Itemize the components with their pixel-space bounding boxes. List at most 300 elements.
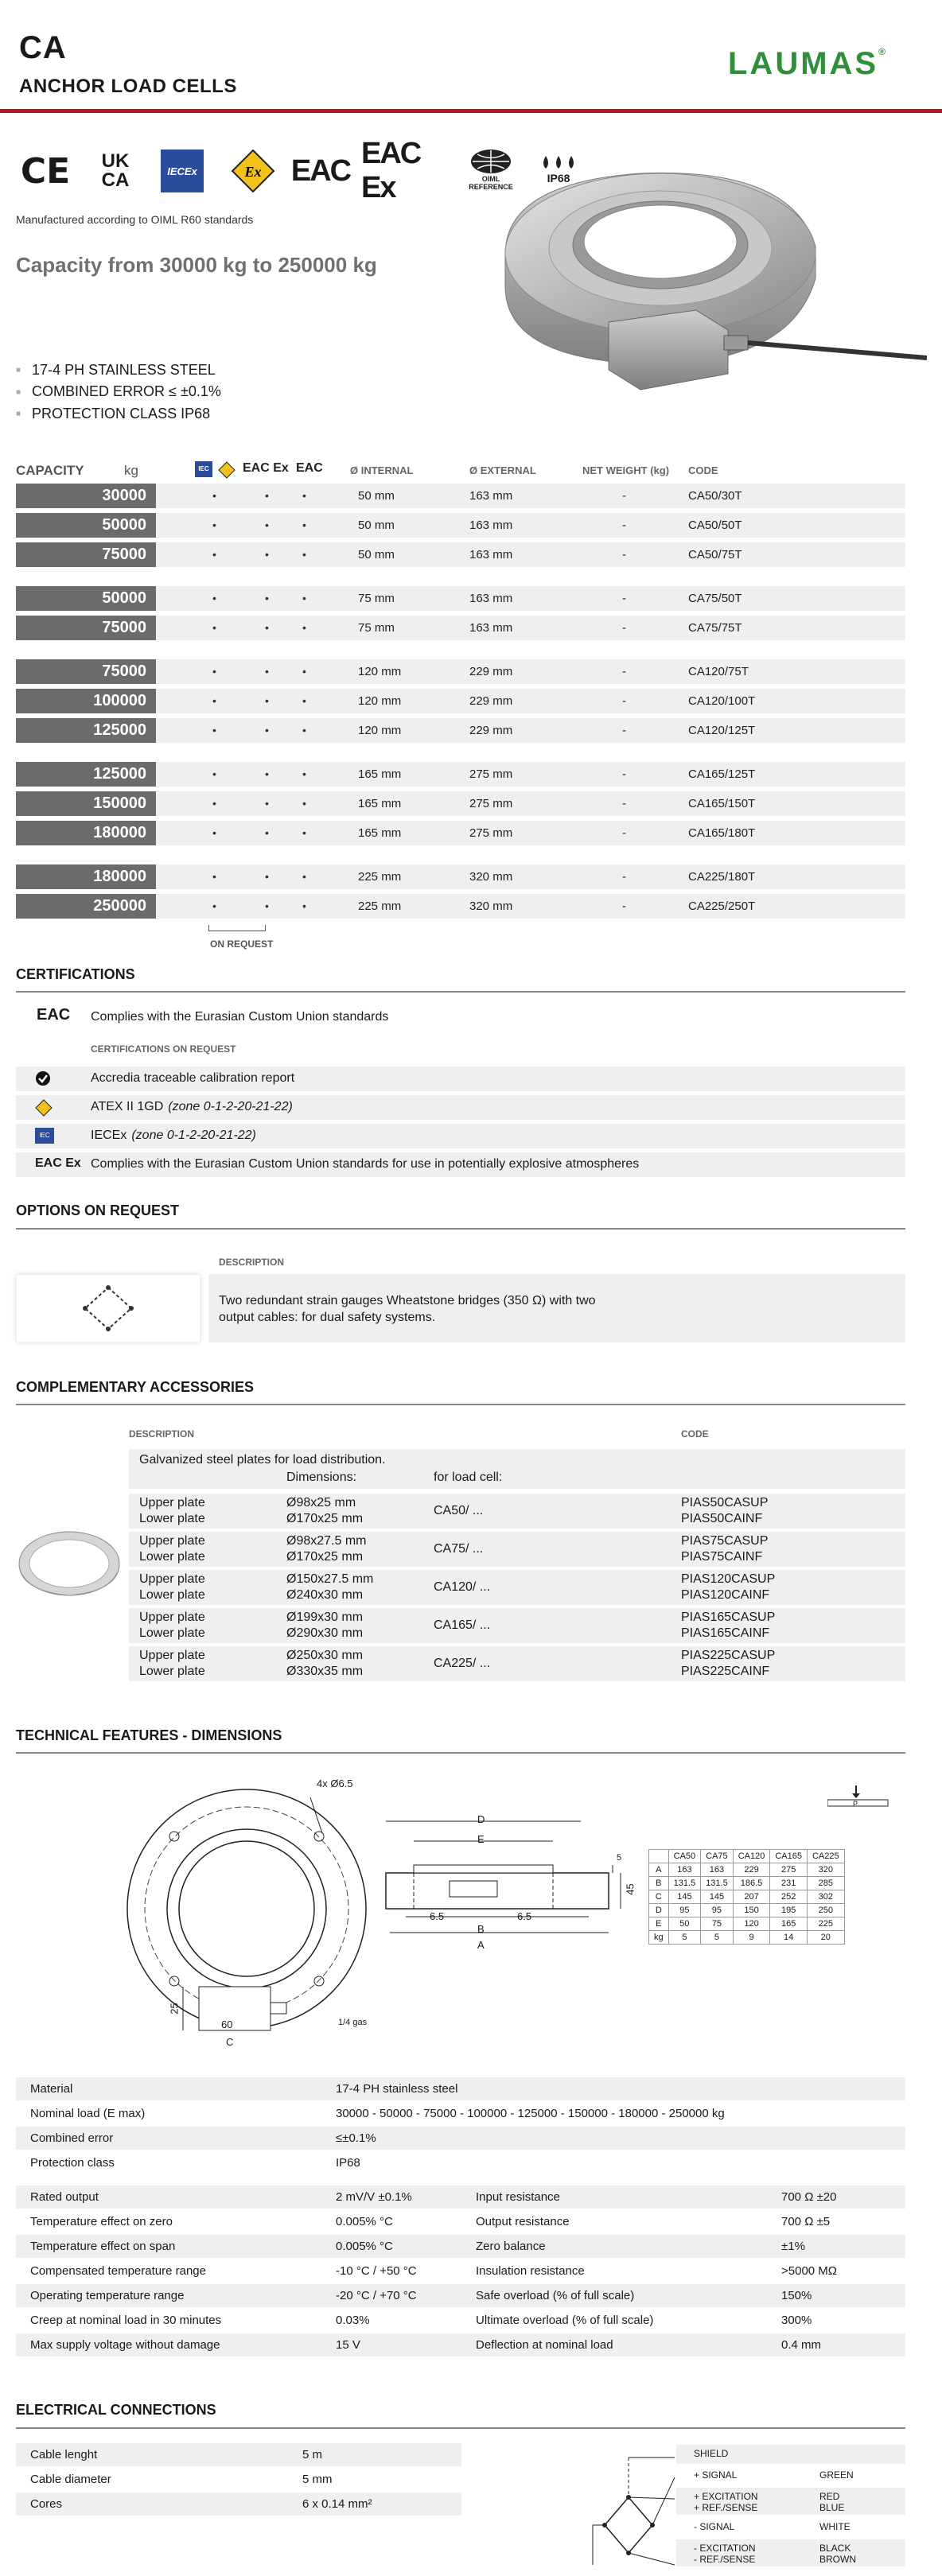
availability-dot: • [212, 665, 216, 678]
spec-row [461, 2235, 905, 2258]
dim-col-header: CA165 [770, 1850, 808, 1863]
spec-row [16, 2186, 461, 2209]
dim-cell: E [649, 1917, 669, 1931]
iecex-mark-icon: IECEx [161, 150, 204, 192]
availability-dot: • [265, 548, 269, 561]
model-code: CA75/75T [688, 621, 742, 635]
availability-dot: • [302, 767, 306, 780]
availability-dot: • [212, 899, 216, 912]
net-weight: - [622, 592, 626, 605]
availability-dot: • [212, 519, 216, 531]
dim-cell: 95 [668, 1904, 701, 1917]
external-diameter: 275 mm [469, 826, 513, 840]
section-rule [16, 991, 905, 993]
wire-signal: - SIGNAL [694, 2521, 735, 2532]
dim-col-header: CA75 [701, 1850, 734, 1863]
dim-cell: 225 [807, 1917, 844, 1931]
spec-row [16, 2333, 461, 2356]
model-code: CA50/75T [688, 548, 742, 561]
net-weight: - [622, 694, 626, 708]
spec-label: Combined error [30, 2131, 114, 2145]
capacity-value: 180000 [16, 821, 156, 845]
section-rule [16, 1752, 905, 1754]
on-request-label: ON REQUEST [210, 938, 274, 950]
external-diameter: 163 mm [469, 489, 513, 503]
dim-row [649, 1904, 845, 1917]
net-weight: - [622, 826, 626, 840]
spec-label: Insulation resistance [476, 2264, 585, 2278]
lower-label: Lower plate [139, 1665, 205, 1678]
availability-dot: • [265, 621, 269, 634]
lower-code: PIAS50CAINF [681, 1512, 763, 1525]
spec-label: Rated output [30, 2190, 99, 2204]
lower-code: PIAS75CAINF [681, 1550, 763, 1564]
eac-col-icon: EAC [296, 461, 323, 475]
product-image [497, 159, 927, 433]
dim-col-header: CA120 [733, 1850, 770, 1863]
net-weight: - [622, 899, 626, 913]
spec-value: ±1% [781, 2240, 805, 2253]
dim-cell: 207 [733, 1890, 770, 1904]
lower-label: Lower plate [139, 1588, 205, 1602]
spec-value: 15 V [336, 2338, 360, 2352]
capacity-value: 50000 [16, 586, 156, 611]
header-rule [0, 109, 942, 113]
capacity-row [16, 894, 905, 919]
internal-diameter: 50 mm [358, 548, 395, 561]
spec-value: IP68 [336, 2156, 360, 2170]
dim-cell: 250 [807, 1904, 844, 1917]
internal-diameter: 225 mm [358, 870, 402, 884]
dim-cell: kg [649, 1931, 669, 1945]
external-diameter: 163 mm [469, 519, 513, 532]
availability-dot: • [212, 694, 216, 707]
availability-dot: • [212, 797, 216, 810]
wire-color: BROWN [819, 2554, 856, 2565]
net-weight: - [622, 724, 626, 737]
wire-signal: + EXCITATION [694, 2491, 758, 2502]
capacity-row [16, 864, 905, 889]
model-code: CA165/180T [688, 826, 756, 840]
availability-dot: • [302, 592, 306, 604]
availability-dot: • [265, 870, 269, 883]
bridge-icon [16, 1274, 200, 1342]
availability-dot: • [302, 870, 306, 883]
capacity-row [16, 484, 905, 508]
spec-row [16, 2210, 461, 2233]
cable-row [16, 2443, 461, 2466]
atex-col-icon [218, 461, 236, 481]
net-weight: - [622, 489, 626, 503]
availability-dot: • [302, 724, 306, 736]
dim-cell: 150 [733, 1904, 770, 1917]
capacity-value: 100000 [16, 689, 156, 713]
wire-signal: - REF./SENSE [694, 2554, 756, 2565]
availability-dot: • [302, 826, 306, 839]
options-desc-label: DESCRIPTION [219, 1257, 285, 1268]
dim-row [649, 1931, 845, 1945]
lower-label: Lower plate [139, 1550, 205, 1564]
cable-label: Cable lenght [30, 2448, 98, 2461]
load-arrow-icon [827, 1785, 891, 1813]
capacity-value: 75000 [16, 616, 156, 640]
model-code: CA75/50T [688, 592, 742, 605]
dim-col-header: CA225 [807, 1850, 844, 1863]
spec-row [16, 2259, 461, 2283]
internal-diameter: 165 mm [358, 767, 402, 781]
cable-value: 5 mm [302, 2473, 333, 2486]
upper-label: Upper plate [139, 1534, 205, 1548]
svg-text:Ex: Ex [244, 164, 262, 180]
cell-model: CA75/ ... [434, 1542, 484, 1556]
availability-dot: • [212, 724, 216, 736]
model-code: CA225/180T [688, 870, 756, 884]
eac-ex-mark-icon: EAC Ex [361, 137, 421, 204]
internal-diameter: 120 mm [358, 694, 402, 708]
spec-value: 150% [781, 2289, 812, 2302]
spec-value: 30000 - 50000 - 75000 - 100000 - 125000 - 150000 - 180000 - 250000 kg [336, 2107, 725, 2120]
capacity-value: 125000 [16, 762, 156, 787]
eac-ex-col-icon: EAC Ex [243, 461, 289, 475]
product-name: ANCHOR LOAD CELLS [19, 76, 237, 97]
cert-text: Accredia traceable calibration report [91, 1071, 295, 1085]
spec-value: 0.005% °C [336, 2240, 393, 2253]
eac-ex-icon: EAC Ex [35, 1156, 81, 1170]
net-weight: - [622, 621, 626, 635]
internal-diameter: 75 mm [358, 592, 395, 605]
dim-row [649, 1877, 845, 1890]
eac-mark-icon: EAC [290, 153, 351, 188]
atex-icon [35, 1099, 53, 1121]
availability-dot: • [212, 870, 216, 883]
spec-row [16, 2102, 905, 2125]
dim-cell: 165 [770, 1917, 808, 1931]
availability-dot: • [212, 548, 216, 561]
external-diameter: 229 mm [469, 724, 513, 737]
availability-dot: • [265, 724, 269, 736]
spec-value: 0.4 mm [781, 2338, 822, 2352]
internal-diameter: 75 mm [358, 621, 395, 635]
external-diameter: 275 mm [469, 767, 513, 781]
spec-label: Deflection at nominal load [476, 2338, 613, 2352]
e-label: E [477, 1833, 485, 1845]
dim-cell: C [649, 1890, 669, 1904]
external-diameter: 163 mm [469, 548, 513, 561]
availability-dot: • [212, 826, 216, 839]
external-diameter: 320 mm [469, 870, 513, 884]
feature-item: ■ 17-4 PH STAINLESS STEEL [16, 359, 221, 381]
capacity-value: 30000 [16, 484, 156, 508]
wire-color: BLACK [819, 2543, 851, 2554]
spec-value: >5000 MΩ [781, 2264, 838, 2278]
model-code: CA165/150T [688, 797, 756, 810]
section-rule [16, 1404, 905, 1405]
capacity-value: 125000 [16, 718, 156, 743]
spec-row [461, 2186, 905, 2209]
dim-cell: B [649, 1877, 669, 1890]
net-weight: - [622, 548, 626, 561]
plate-image [16, 1527, 123, 1604]
lower-dim: Ø170x25 mm [286, 1512, 364, 1525]
upper-code: PIAS50CASUP [681, 1496, 769, 1509]
cert-text: Complies with the Eurasian Custom Union standards for use in potentially explosive atmospheres [91, 1157, 640, 1171]
spec-label: Zero balance [476, 2240, 546, 2253]
capacity-row [16, 586, 905, 611]
dim-cell: 302 [807, 1890, 844, 1904]
cell-model: CA120/ ... [434, 1580, 491, 1594]
availability-dot: • [265, 489, 269, 502]
spec-row [16, 2284, 461, 2307]
availability-dot: • [265, 899, 269, 912]
net-weight: - [622, 797, 626, 810]
spec-label: Temperature effect on zero [30, 2215, 173, 2228]
availability-dot: • [212, 489, 216, 502]
net-weight: - [622, 870, 626, 884]
dim-cell: A [649, 1863, 669, 1877]
capacity-value: 150000 [16, 791, 156, 816]
lower-code: PIAS165CAINF [681, 1626, 770, 1640]
upper-dim: Ø250x30 mm [286, 1649, 364, 1662]
dim-cell: 120 [733, 1917, 770, 1931]
on-request-bracket [208, 925, 266, 931]
dim-cell: 131.5 [668, 1877, 701, 1890]
ip68-mark-icon: IP68 [535, 143, 582, 196]
c-label: C [226, 2036, 234, 2048]
availability-dot: • [212, 621, 216, 634]
capacity-table-header: CAPACITY kg IEC EAC Ex EAC Ø INTERNAL Ø EXTERNAL NET WEIGHT (kg) CODE [16, 461, 905, 480]
wire-signal: + REF./SENSE [694, 2502, 758, 2513]
capacity-value: 75000 [16, 659, 156, 684]
external-diameter: 320 mm [469, 899, 513, 913]
availability-dot: • [302, 694, 306, 707]
dim-cell: 131.5 [701, 1877, 734, 1890]
dim-cell: D [649, 1904, 669, 1917]
lower-label: Lower plate [139, 1626, 205, 1640]
dim-cell: 145 [668, 1890, 701, 1904]
holes-label: 4x Ø6.5 [317, 1778, 353, 1789]
capacity-value: 250000 [16, 894, 156, 919]
feature-list [16, 359, 221, 425]
dim-cell: 20 [807, 1931, 844, 1945]
internal-diameter: 120 mm [358, 724, 402, 737]
cable-value: 6 x 0.14 mm² [302, 2497, 372, 2511]
dim-cell: 75 [701, 1917, 734, 1931]
spec-value: 0.03% [336, 2314, 370, 2327]
cell-model: CA225/ ... [434, 1657, 491, 1670]
spec-row [461, 2284, 905, 2307]
d-label: D [477, 1813, 485, 1825]
side-view-drawing [374, 1813, 636, 1992]
dim-cell: 229 [733, 1863, 770, 1877]
wire-color: WHITE [819, 2521, 851, 2532]
h45-label: 45 [624, 1883, 636, 1895]
accessory-row [129, 1532, 905, 1567]
external-diameter: 229 mm [469, 694, 513, 708]
internal-diameter: 120 mm [358, 665, 402, 678]
availability-dot: • [265, 826, 269, 839]
cable-value: 5 m [302, 2448, 323, 2461]
dim-cell: 252 [770, 1890, 808, 1904]
spec-value: 2 mV/V ±0.1% [336, 2190, 412, 2204]
spec-row [461, 2210, 905, 2233]
wiring-diagram [581, 2450, 676, 2576]
dim-cell: 163 [668, 1863, 701, 1877]
cable-row [16, 2468, 461, 2491]
spec-label: Nominal load (E max) [30, 2107, 146, 2120]
capacity-range: Capacity from 30000 kg to 250000 kg [16, 253, 377, 277]
dim-col-header: CA50 [668, 1850, 701, 1863]
spec-label: Protection class [30, 2156, 115, 2170]
internal-diameter: 225 mm [358, 899, 402, 913]
model-code: CA120/75T [688, 665, 749, 678]
capacity-value: 180000 [16, 864, 156, 889]
capacity-value: 75000 [16, 542, 156, 567]
check-icon [35, 1070, 51, 1090]
net-weight: - [622, 665, 626, 678]
spec-row [16, 2309, 461, 2332]
eac-icon: EAC [37, 1006, 71, 1024]
dim-cell: 275 [770, 1863, 808, 1877]
s65b-label: 6.5 [517, 1910, 532, 1922]
accessories-title: COMPLEMENTARY ACCESSORIES [16, 1379, 255, 1395]
top-view-drawing [119, 1774, 374, 2040]
net-weight: - [622, 519, 626, 532]
lower-dim: Ø330x35 mm [286, 1665, 364, 1678]
dimension-table [648, 1849, 845, 1945]
dim-row [649, 1890, 845, 1904]
dim-col-header [649, 1850, 669, 1863]
capacity-row [16, 762, 905, 787]
spec-label: Creep at nominal load in 30 minutes [30, 2314, 222, 2327]
availability-dot: • [265, 797, 269, 810]
feature-item: ■ PROTECTION CLASS IP68 [16, 403, 221, 425]
eac-text: Complies with the Eurasian Custom Union standards [91, 1010, 389, 1024]
model-code: CA50/50T [688, 519, 742, 532]
b-label: B [477, 1923, 485, 1935]
capacity-row [16, 659, 905, 684]
internal-diameter: 165 mm [358, 826, 402, 840]
capacity-row [16, 791, 905, 816]
spec-label: Input resistance [476, 2190, 560, 2204]
dim-cell: 285 [807, 1877, 844, 1890]
lower-label: Lower plate [139, 1512, 205, 1525]
lower-dim: Ø290x30 mm [286, 1626, 364, 1640]
product-code: CA [19, 30, 67, 65]
oiml-mark-icon: OIML REFERENCE [465, 143, 517, 196]
ce-mark-icon: CE [20, 150, 71, 192]
s65a-label: 6.5 [430, 1910, 445, 1922]
ukca-mark-icon: UK CA [101, 150, 130, 191]
dimensions-title: TECHNICAL FEATURES - DIMENSIONS [16, 1727, 282, 1743]
upper-dim: Ø199x30 mm [286, 1610, 364, 1624]
acc-intro: Galvanized steel plates for load distribution. [139, 1453, 386, 1467]
availability-dot: • [302, 665, 306, 678]
section-rule [16, 1228, 905, 1230]
model-code: CA165/125T [688, 767, 756, 781]
external-diameter: 275 mm [469, 797, 513, 810]
spec-value: 700 Ω ±20 [781, 2190, 837, 2204]
availability-dot: • [212, 767, 216, 780]
internal-diameter: 50 mm [358, 519, 395, 532]
feature-item: ■ COMBINED ERROR ≤ ±0.1% [16, 381, 221, 402]
internal-diameter: 165 mm [358, 797, 402, 810]
cert-row [16, 1067, 905, 1091]
spec-row [461, 2333, 905, 2356]
cert-text: ATEX II 1GD (zone 0-1-2-20-21-22) [91, 1100, 293, 1113]
external-diameter: 163 mm [469, 592, 513, 605]
cert-on-request-label: CERTIFICATIONS ON REQUEST [91, 1043, 236, 1055]
wire-color: GREEN [819, 2469, 854, 2481]
certifications-title: CERTIFICATIONS [16, 966, 135, 982]
electrical-title: ELECTRICAL CONNECTIONS [16, 2402, 216, 2418]
spec-label: Operating temperature range [30, 2289, 185, 2302]
acc-desc-label: DESCRIPTION [129, 1428, 195, 1440]
lower-dim: Ø240x30 mm [286, 1588, 364, 1602]
internal-diameter: 50 mm [358, 489, 395, 503]
upper-label: Upper plate [139, 1610, 205, 1624]
dim-cell: 163 [701, 1863, 734, 1877]
spec-row [16, 2151, 905, 2174]
wire-signal: - EXCITATION [694, 2543, 756, 2554]
spec-label: Temperature effect on span [30, 2240, 176, 2253]
availability-dot: • [265, 665, 269, 678]
brand-logo: LAUMAS® [728, 46, 888, 81]
lower-code: PIAS120CAINF [681, 1588, 770, 1602]
dim-cell: 5 [668, 1931, 701, 1945]
cert-row [16, 1095, 905, 1120]
dim-cell: 320 [807, 1863, 844, 1877]
spec-value: 300% [781, 2314, 812, 2327]
spec-value: 17-4 PH stainless steel [336, 2082, 458, 2096]
a-label: A [477, 1939, 485, 1951]
upper-dim: Ø98x27.5 mm [286, 1534, 367, 1548]
dim-cell: 50 [668, 1917, 701, 1931]
wire-signal: SHIELD [694, 2448, 729, 2459]
dim-row [649, 1917, 845, 1931]
h25-label: 25 [168, 2003, 181, 2015]
options-description: Two redundant strain gauges Wheatstone bridges (350 Ω) with two output cables: for dual safety systems. [219, 1294, 596, 1324]
spec-value: -20 °C / +70 °C [336, 2289, 417, 2302]
spec-value: 0.005% °C [336, 2215, 393, 2228]
dim-row [649, 1863, 845, 1877]
cell-model: CA50/ ... [434, 1504, 484, 1517]
upper-dim: Ø98x25 mm [286, 1496, 356, 1509]
lower-dim: Ø170x25 mm [286, 1550, 364, 1564]
dim-cell: 14 [770, 1931, 808, 1945]
accessory-row [129, 1608, 905, 1643]
wire-signal: + SIGNAL [694, 2469, 738, 2481]
spec-row [16, 2127, 905, 2150]
capacity-row [16, 616, 905, 640]
h5-label: 5 [617, 1853, 622, 1863]
options-title: OPTIONS ON REQUEST [16, 1203, 180, 1218]
dim-cell: 5 [701, 1931, 734, 1945]
accessory-row [129, 1570, 905, 1605]
acc-code-label: CODE [681, 1428, 709, 1440]
availability-dot: • [302, 621, 306, 634]
capacity-row [16, 689, 905, 713]
acc-for-label: for load cell: [434, 1471, 503, 1484]
capacity-value: 50000 [16, 513, 156, 538]
iecex-col-icon: IEC [195, 461, 212, 477]
availability-dot: • [212, 592, 216, 604]
lower-code: PIAS225CAINF [681, 1665, 770, 1678]
spec-row [16, 2235, 461, 2258]
cable-row [16, 2492, 461, 2516]
accessory-row [129, 1646, 905, 1681]
upper-code: PIAS165CASUP [681, 1610, 776, 1624]
dim-cell: 145 [701, 1890, 734, 1904]
